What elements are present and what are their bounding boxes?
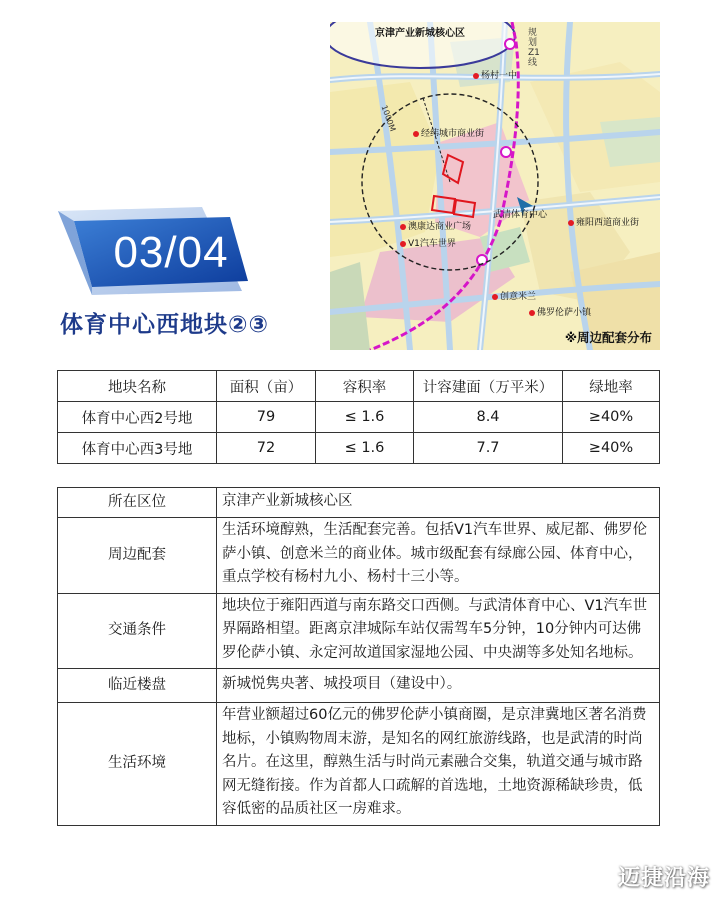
plot-title: 体育中心西地块②③ <box>60 312 269 338</box>
row-value-living-environment: 年营业额超过60亿元的佛罗伦萨小镇商圈，是京津冀地区著名消费地标，小镇购物周末游，是知名的网红旅游线路，也是武清的时尚名片。在这里，醇熟生活与时尚元素融合交集，轨道交通与城市路网无缝衔接。作为首都人口疏解的首选地，土地资源稀缺珍贵，低容低密的品质社区一房难求。 <box>217 703 660 826</box>
table-cell: 72 <box>217 433 316 464</box>
table-row <box>58 488 660 518</box>
table-row <box>58 402 660 433</box>
table-cell: 8.4 <box>414 402 563 433</box>
table-cell: 7.7 <box>414 433 563 464</box>
row-label-location: 所在区位 <box>58 488 217 518</box>
table-cell: 79 <box>217 402 316 433</box>
table-row <box>58 703 660 826</box>
table-cell: 体育中心西2号地 <box>58 402 217 433</box>
plots-table <box>57 370 660 464</box>
map-caption: ※周边配套分布 <box>564 330 652 345</box>
column-header: 计容建面（万平米） <box>414 371 563 402</box>
poi-dot <box>529 310 535 316</box>
table-row <box>58 433 660 464</box>
poi-label: 杨村一中 <box>481 71 518 81</box>
surrounding-map <box>330 22 660 350</box>
poi-dot <box>473 73 479 79</box>
column-header: 地块名称 <box>58 371 217 402</box>
poi-label: 雍阳西道商业街 <box>576 218 640 228</box>
section-number: 03/04 <box>113 228 229 277</box>
row-label-living-environment: 生活环境 <box>58 703 217 826</box>
poi-dot <box>400 241 406 247</box>
table-header-row <box>58 371 660 402</box>
poi-label: 武清体育中心 <box>493 210 548 220</box>
row-value-amenities: 生活环境醇熟，生活配套完善。包括V1汽车世界、威尼都、佛罗伦萨小镇、创意米兰的商业体。城市级配套有绿廊公园、体育中心，重点学校有杨村九小、杨村十三小等。 <box>217 518 660 594</box>
column-header: 容积率 <box>316 371 414 402</box>
row-value-location: 京津产业新城核心区 <box>217 488 660 518</box>
table-row <box>58 593 660 669</box>
row-value-transport: 地块位于雍阳西道与南东路交口西侧。与武清体育中心、V1汽车世界隔路相望。距离京津城际车站仅需驾车5分钟，10分钟内可达佛罗伦萨小镇、永定河故道国家湿地公园、中央湖等多处知名地标。 <box>217 593 660 669</box>
section-banner <box>52 205 252 297</box>
table-cell: ≥40% <box>563 402 660 433</box>
table-cell: ≥40% <box>563 433 660 464</box>
radius-label: 1000M <box>379 104 398 133</box>
watermark: 迈捷沿海 <box>617 866 710 891</box>
column-header: 绿地率 <box>563 371 660 402</box>
poi-dot <box>492 294 498 300</box>
poi-dot <box>400 224 406 230</box>
row-label-nearby-projects: 临近楼盘 <box>58 669 217 703</box>
table-row <box>58 669 660 703</box>
row-label-amenities: 周边配套 <box>58 518 217 594</box>
poi-label: V1汽车世界 <box>408 239 456 249</box>
poi-dot <box>413 131 419 137</box>
table-cell: ≤ 1.6 <box>316 402 414 433</box>
row-value-nearby-projects: 新城悦隽央著、城投项目（建设中）。 <box>217 669 660 703</box>
poi-label: 创意米兰 <box>500 292 537 302</box>
info-table <box>57 487 660 826</box>
metro-line-label: 规划Z1线 <box>528 28 540 68</box>
poi-label: 佛罗伦萨小镇 <box>537 308 592 318</box>
poi-label: 经纬城市商业街 <box>421 129 485 139</box>
table-cell: 体育中心西3号地 <box>58 433 217 464</box>
column-header: 面积（亩） <box>217 371 316 402</box>
poi-dot <box>568 220 574 226</box>
table-row <box>58 518 660 594</box>
row-label-transport: 交通条件 <box>58 593 217 669</box>
core-zone-label: 京津产业新城核心区 <box>375 28 465 39</box>
table-cell: ≤ 1.6 <box>316 433 414 464</box>
poi-label: 澳康达商业广场 <box>408 222 472 232</box>
